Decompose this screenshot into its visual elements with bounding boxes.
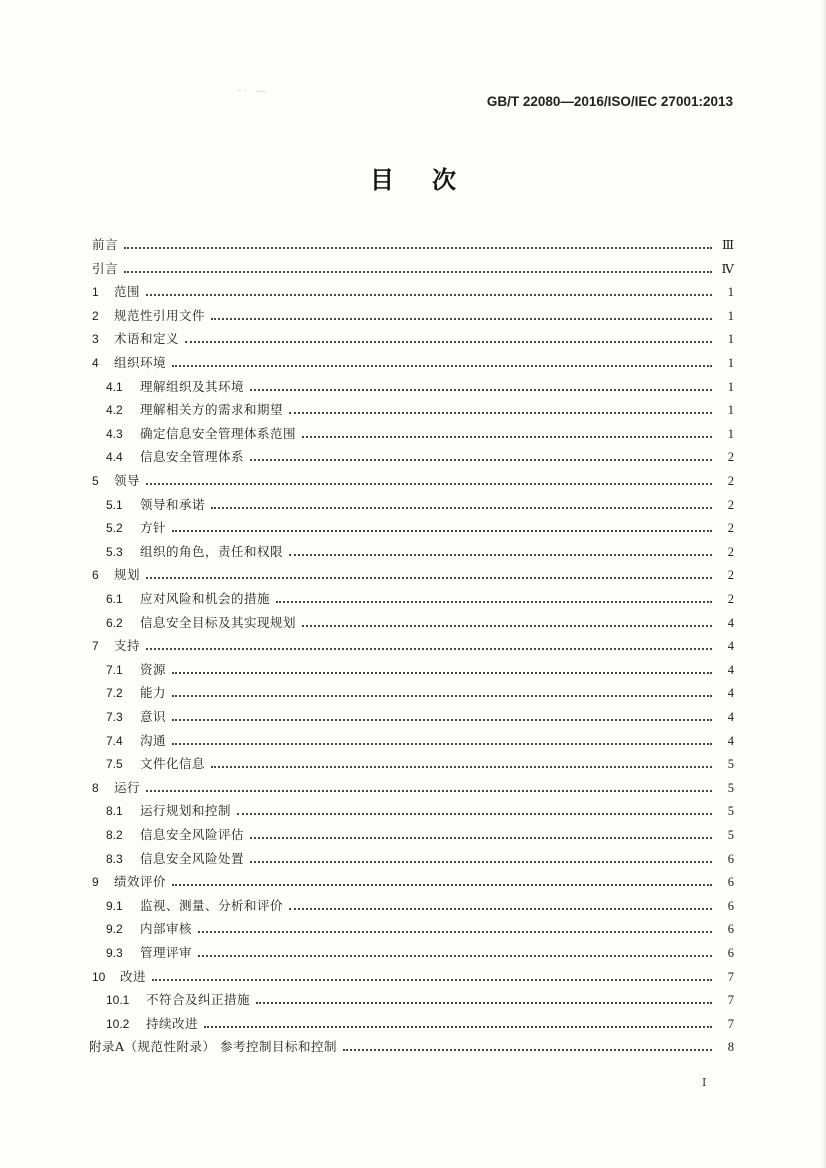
toc-entry[interactable] xyxy=(106,916,734,936)
toc-entry-number: 10.1 xyxy=(106,993,130,1008)
toc-entry[interactable] xyxy=(106,798,734,818)
toc-entry-number: 7.4 xyxy=(106,733,123,748)
toc-dot-leader xyxy=(124,247,712,249)
toc-dot-leader xyxy=(172,672,712,674)
toc-entry-label: 领导 xyxy=(114,473,141,488)
toc-entry-page: 5 xyxy=(727,804,734,819)
toc-entry-label: 信息安全风险评估 xyxy=(140,827,245,842)
toc-entry-number: 7.2 xyxy=(106,686,123,701)
toc-entry[interactable] xyxy=(106,657,734,677)
toc-entry-page: 4 xyxy=(727,710,734,724)
toc-dot-leader xyxy=(302,625,712,627)
toc-entry[interactable] xyxy=(92,232,734,252)
toc-entry-page: 2 xyxy=(727,497,734,512)
toc-entry-label: 组织的角色，责任和权限 xyxy=(140,543,284,559)
toc-entry-page: 1 xyxy=(727,356,734,370)
toc-entry-page: 8 xyxy=(727,1040,734,1055)
toc-entry-label: 内部审核 xyxy=(140,921,193,937)
toc-entry-number: 7.1 xyxy=(106,662,123,677)
toc-dot-leader xyxy=(211,318,712,320)
toc-entry-page: 6 xyxy=(727,851,734,866)
scan-edge-shadow xyxy=(822,0,826,1168)
toc-entry-page: 2 xyxy=(727,474,734,488)
toc-entry-label: 持续改进 xyxy=(146,1015,199,1031)
toc-dot-leader xyxy=(172,695,712,697)
toc-entry-page: 6 xyxy=(727,946,734,960)
toc-entry-number: 3 xyxy=(92,332,99,347)
toc-entry[interactable] xyxy=(106,515,734,535)
toc-entry-page: 2 xyxy=(727,568,734,583)
toc-entry[interactable] xyxy=(106,610,734,630)
toc-entry-label: 支持 xyxy=(114,638,141,654)
toc-entry-label: 领导和承诺 xyxy=(140,496,206,512)
toc-dot-leader xyxy=(146,483,712,485)
toc-entry-number: 4 xyxy=(92,356,99,370)
toc-title: 目次 xyxy=(370,165,494,194)
toc-entry-number: 7.5 xyxy=(106,757,123,772)
toc-entry-page: 4 xyxy=(727,733,734,748)
toc-entry-page: 1 xyxy=(727,426,734,441)
toc-entry[interactable] xyxy=(106,751,734,771)
toc-entry-number: 4.1 xyxy=(106,379,123,394)
toc-dot-leader xyxy=(237,813,712,815)
toc-entry[interactable] xyxy=(92,869,734,889)
toc-entry[interactable] xyxy=(92,350,734,370)
toc-entry-page: 5 xyxy=(727,828,734,842)
toc-entry-label: 资源 xyxy=(140,661,167,677)
toc-entry-label: 附录A（规范性附录） 参考控制目标和控制 xyxy=(89,1039,338,1055)
toc-entry-label: 管理评审 xyxy=(140,945,193,960)
toc-entry-label: 理解组织及其环境 xyxy=(140,378,245,394)
toc-dot-leader xyxy=(256,1002,712,1004)
toc-entry-page: 4 xyxy=(727,615,734,630)
toc-entry-number: 9 xyxy=(92,875,99,890)
toc-entry-number: 8.3 xyxy=(106,851,123,866)
toc-dot-leader xyxy=(211,507,712,509)
toc-entry-page: 7 xyxy=(727,1016,734,1031)
toc-entry-page: 4 xyxy=(727,662,734,677)
toc-entry-label: 确定信息安全管理体系范围 xyxy=(140,425,297,441)
toc-entry[interactable] xyxy=(92,562,734,582)
toc-dot-leader xyxy=(146,294,712,296)
toc-entry-page: 5 xyxy=(727,780,734,795)
toc-entry-label: 术语和定义 xyxy=(114,331,180,347)
toc-dot-leader xyxy=(211,766,712,768)
toc-entry-label: 绩效评价 xyxy=(114,874,167,890)
toc-dot-leader xyxy=(172,884,712,886)
toc-entry-number: 10.2 xyxy=(106,1016,130,1031)
toc-entry-number: 5.1 xyxy=(106,497,123,512)
toc-entry-label: 信息安全风险处置 xyxy=(140,850,245,866)
toc-entry-number: 7.3 xyxy=(106,710,123,724)
toc-dot-leader xyxy=(146,790,712,792)
toc-entry-page: 4 xyxy=(727,639,734,654)
toc-dot-leader xyxy=(204,1026,712,1028)
toc-entry-number: 5.3 xyxy=(106,544,123,559)
toc-entry[interactable] xyxy=(92,775,734,795)
scan-artifact-mark: ·· — xyxy=(238,86,270,97)
toc-dot-leader xyxy=(146,648,712,650)
toc-entry-label: 规划 xyxy=(114,567,141,583)
toc-entry-number: 6.1 xyxy=(106,592,123,606)
toc-entry-number: 9.1 xyxy=(106,898,123,913)
toc-entry-label: 意识 xyxy=(140,709,167,724)
toc-dot-leader xyxy=(289,908,712,910)
toc-entry-label: 引言 xyxy=(92,260,119,276)
toc-entry[interactable] xyxy=(106,728,734,748)
standard-code: GB/T 22080—2016/ISO/IEC 27001:2013 xyxy=(486,94,733,109)
toc-entry-label: 改进 xyxy=(120,968,147,984)
toc-entry-label: 不符合及纠正措施 xyxy=(146,992,251,1008)
toc-entry-number: 4.4 xyxy=(106,450,123,465)
toc-dot-leader xyxy=(198,931,712,933)
toc-entry-page: 7 xyxy=(727,993,734,1008)
toc-entry[interactable] xyxy=(106,492,734,512)
toc-entry[interactable] xyxy=(92,256,734,276)
toc-entry-number: 7 xyxy=(92,639,99,654)
toc-entry[interactable] xyxy=(92,303,734,323)
toc-entry-label: 信息安全目标及其实现规划 xyxy=(140,614,297,630)
toc-entry-label: 前言 xyxy=(92,237,119,252)
toc-entry[interactable] xyxy=(106,397,734,417)
toc-entry-number: 6 xyxy=(92,568,99,583)
toc-entry-label: 监视、测量、分析和评价 xyxy=(140,897,284,913)
toc-entry[interactable] xyxy=(106,539,734,559)
toc-entry[interactable] xyxy=(92,326,734,346)
toc-entry-label: 运行规划和控制 xyxy=(140,803,232,819)
toc-entry[interactable] xyxy=(92,279,734,299)
toc-entry[interactable] xyxy=(106,444,734,464)
toc-entry[interactable] xyxy=(106,987,734,1007)
toc-entry[interactable] xyxy=(106,940,734,960)
toc-entry-number: 9.3 xyxy=(106,946,123,960)
toc-dot-leader xyxy=(172,743,712,745)
toc-dot-leader xyxy=(250,389,712,391)
toc-dot-leader xyxy=(289,554,712,556)
toc-dot-leader xyxy=(172,719,712,721)
toc-entry-label: 沟通 xyxy=(140,732,167,748)
toc-dot-leader xyxy=(343,1049,712,1051)
toc-dot-leader xyxy=(276,601,712,603)
toc-entry[interactable] xyxy=(106,822,734,842)
toc-dot-leader xyxy=(198,955,712,957)
toc-entry-page: 1 xyxy=(727,332,734,347)
toc-dot-leader xyxy=(172,530,712,532)
toc-dot-leader xyxy=(289,412,712,414)
toc-entry-label: 能力 xyxy=(140,685,167,701)
toc-entry[interactable] xyxy=(92,468,734,488)
toc-entry-number: 8.2 xyxy=(106,828,123,842)
toc-entry[interactable] xyxy=(106,586,734,606)
toc-entry-number: 8.1 xyxy=(106,804,123,819)
toc-entry-page: 6 xyxy=(727,875,734,890)
toc-entry-label: 理解相关方的需求和期望 xyxy=(140,402,284,418)
toc-entry-label: 应对风险和机会的措施 xyxy=(140,591,271,606)
toc-entry-page: 2 xyxy=(727,544,734,559)
toc-entry[interactable] xyxy=(106,846,734,866)
toc-dot-leader xyxy=(250,459,712,461)
toc-entry[interactable] xyxy=(89,1034,734,1054)
toc-entry-number: 1 xyxy=(92,285,99,300)
toc-entry-number: 4.3 xyxy=(106,426,123,441)
toc-entry-label: 运行 xyxy=(114,779,141,795)
toc-entry-label: 规范性引用文件 xyxy=(114,307,206,323)
toc-entry-page: 2 xyxy=(727,592,734,606)
table-of-contents xyxy=(89,0,734,1168)
toc-entry-number: 5.2 xyxy=(106,521,123,536)
toc-entry[interactable] xyxy=(106,374,734,394)
toc-entry[interactable] xyxy=(106,1011,734,1031)
toc-entry-label: 文件化信息 xyxy=(140,756,206,772)
toc-entry-label: 组织环境 xyxy=(114,355,167,370)
toc-entry-page: 6 xyxy=(727,922,734,937)
toc-entry-page: 1 xyxy=(727,379,734,394)
toc-entry-number: 9.2 xyxy=(106,922,123,937)
toc-entry-page: 1 xyxy=(727,285,734,300)
toc-entry[interactable] xyxy=(106,680,734,700)
toc-dot-leader xyxy=(146,577,712,579)
toc-entry[interactable] xyxy=(92,633,734,653)
toc-entry-number: 6.2 xyxy=(106,615,123,630)
toc-entry-number: 5 xyxy=(92,474,99,488)
toc-entry-page: 4 xyxy=(727,686,734,701)
footer-page-number: I xyxy=(702,1076,707,1089)
toc-entry-label: 范围 xyxy=(114,284,141,300)
toc-entry[interactable] xyxy=(106,893,734,913)
toc-entry-label: 方针 xyxy=(140,520,167,536)
toc-dot-leader xyxy=(152,979,712,981)
toc-entry-page: 2 xyxy=(727,450,734,465)
toc-dot-leader xyxy=(302,436,712,438)
toc-entry-page: 5 xyxy=(727,757,734,772)
toc-entry-number: 4.2 xyxy=(106,403,123,418)
toc-entry-page: Ⅲ xyxy=(721,238,734,252)
toc-entry-page: 7 xyxy=(727,969,734,984)
toc-entry[interactable] xyxy=(92,964,734,984)
toc-entry-page: 2 xyxy=(727,521,734,536)
toc-dot-leader xyxy=(250,861,712,863)
toc-dot-leader xyxy=(250,837,712,839)
toc-entry-page: Ⅳ xyxy=(721,261,734,276)
toc-entry-number: 10 xyxy=(92,969,106,984)
toc-entry-page: 1 xyxy=(727,403,734,418)
toc-dot-leader xyxy=(172,365,712,367)
toc-entry-number: 2 xyxy=(92,308,99,323)
toc-entry[interactable] xyxy=(106,704,734,724)
toc-entry-number: 8 xyxy=(92,780,99,795)
toc-entry-page: 1 xyxy=(727,308,734,323)
toc-dot-leader xyxy=(124,271,712,273)
toc-entry-label: 信息安全管理体系 xyxy=(140,449,245,465)
toc-entry-page: 6 xyxy=(727,898,734,913)
toc-entry[interactable] xyxy=(106,421,734,441)
toc-dot-leader xyxy=(185,341,712,343)
